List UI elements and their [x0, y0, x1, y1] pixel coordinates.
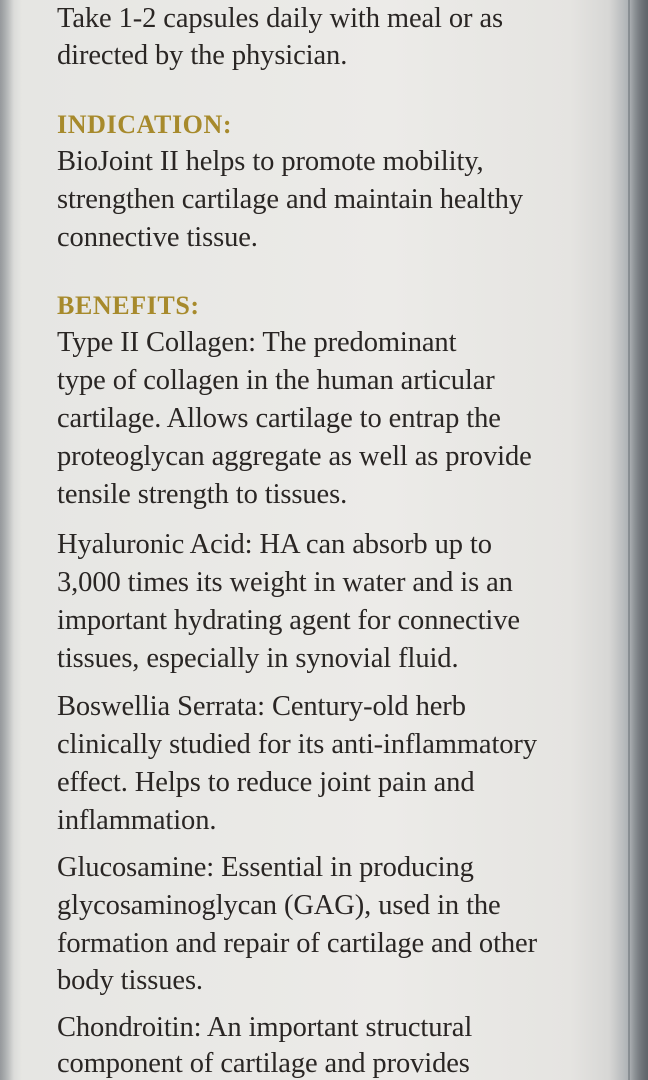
glucosamine-line-1: Glucosamine: Essential in producing	[57, 852, 474, 883]
boswellia-line-4: inflammation.	[57, 805, 217, 836]
indication-line-3: connective tissue.	[57, 222, 258, 253]
benefits-heading: BENEFITS:	[57, 291, 200, 320]
hyaluronic-line-4: tissues, especially in synovial fluid.	[57, 643, 459, 674]
collagen-line-1: Type II Collagen: The predominant	[57, 327, 457, 358]
collagen-line-5: tensile strength to tissues.	[57, 479, 348, 510]
collagen-line-4: proteoglycan aggregate as well as provide	[57, 441, 532, 472]
hyaluronic-line-3: important hydrating agent for connective	[57, 605, 520, 636]
hyaluronic-line-2: 3,000 times its weight in water and is an	[57, 567, 513, 598]
box-left-shadow	[0, 0, 14, 1080]
boswellia-line-3: effect. Helps to reduce joint pain and	[57, 767, 475, 798]
collagen-line-3: cartilage. Allows cartilage to entrap the	[57, 403, 501, 434]
dosage-line-1: Take 1-2 capsules daily with meal or as	[57, 3, 504, 34]
hyaluronic-line-1: Hyaluronic Acid: HA can absorb up to	[57, 529, 492, 560]
indication-line-2: strengthen cartilage and maintain healthy	[57, 184, 523, 215]
indication-heading: INDICATION:	[57, 110, 233, 139]
indication-line-1: BioJoint II helps to promote mobility,	[57, 146, 484, 177]
dosage-line-2: directed by the physician.	[57, 40, 348, 71]
collagen-line-2: type of collagen in the human articular	[57, 365, 495, 396]
boswellia-line-1: Boswellia Serrata: Century-old herb	[57, 691, 466, 722]
glucosamine-line-2: glycosaminoglycan (GAG), used in the	[57, 890, 501, 921]
glucosamine-line-4: body tissues.	[57, 965, 203, 996]
box-right-edge	[630, 0, 648, 1080]
boswellia-line-2: clinically studied for its anti-inflammatory	[57, 729, 537, 760]
chondroitin-line-1: Chondroitin: An important structural	[57, 1012, 473, 1043]
chondroitin-line-2: component of cartilage and provides	[57, 1048, 470, 1079]
glucosamine-line-3: formation and repair of cartilage and other	[57, 928, 537, 959]
